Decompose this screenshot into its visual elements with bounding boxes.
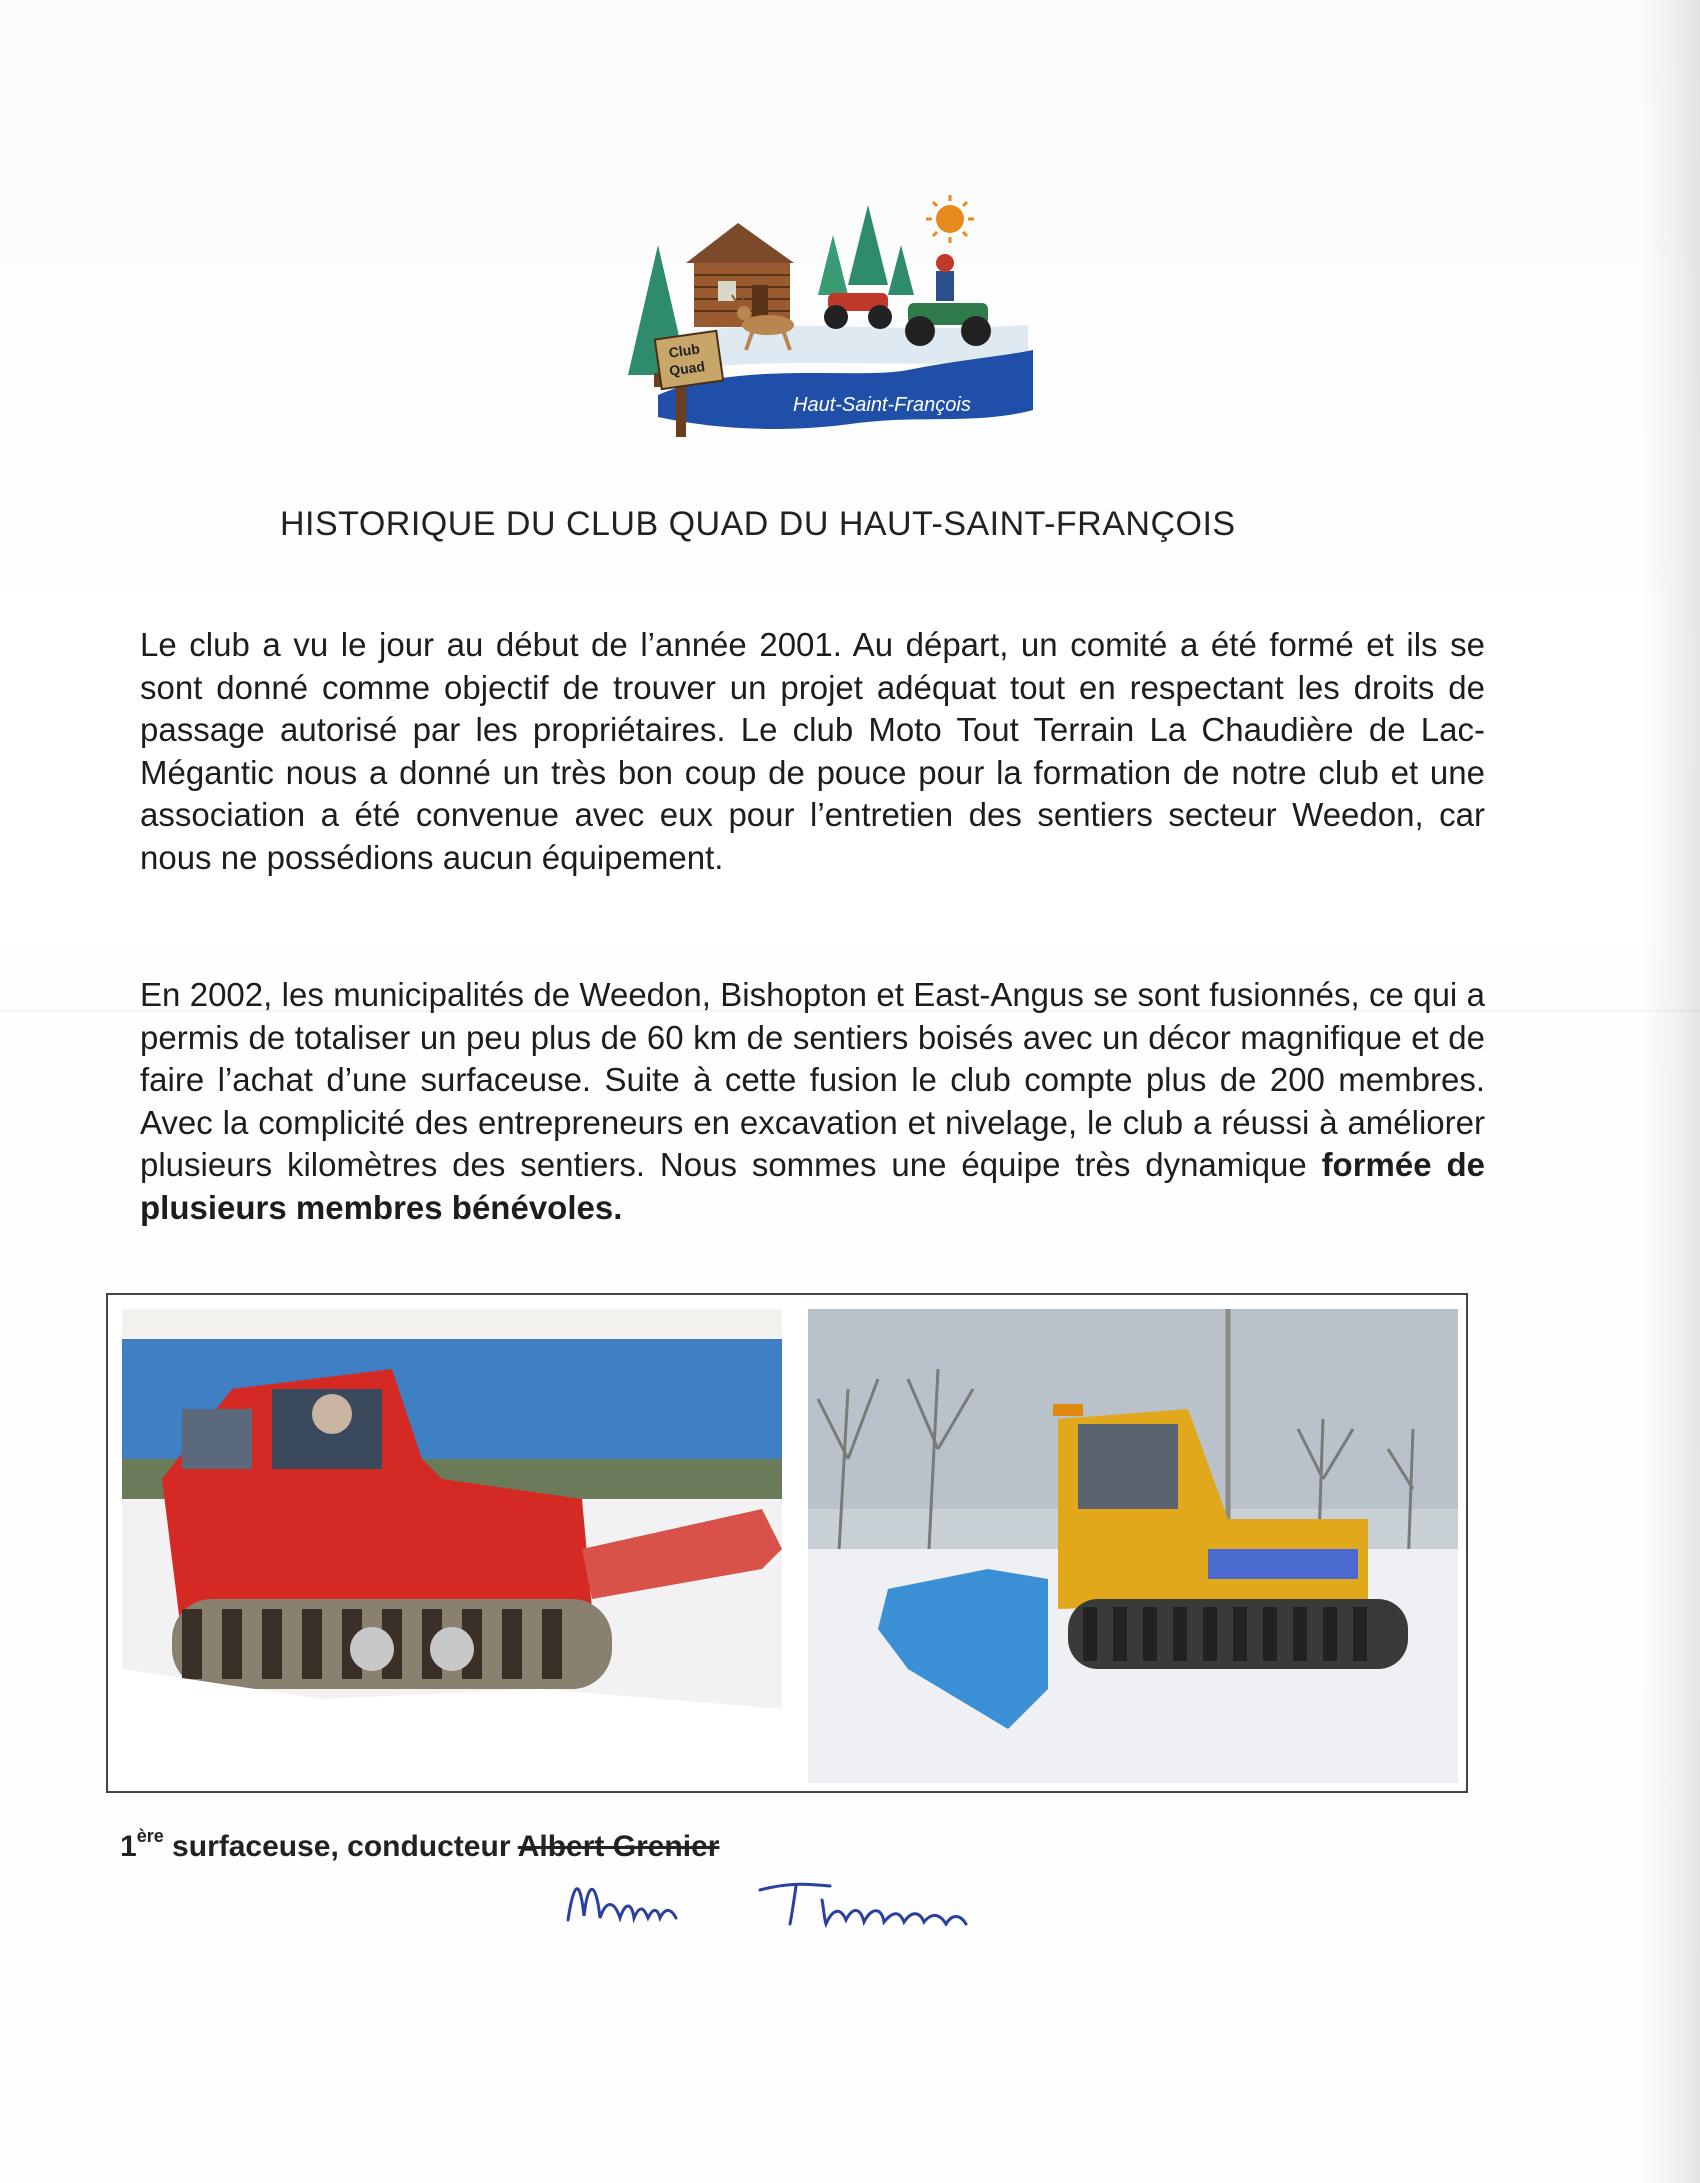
paper-shadow [1640, 0, 1700, 2183]
handwritten-signature [560, 1860, 1000, 1950]
club-logo [618, 185, 1038, 445]
caption-struck-name: Albert Grenier [517, 1830, 720, 1863]
photo-frame [106, 1293, 1468, 1793]
paragraph-history-2-main: En 2002, les municipalités de Weedon, Bishopton et East-Angus se sont fusionnés, ce qui a permis de totaliser un peu plus de 60 km de sentiers boisés avec un décor magnifique et de faire l’achat d’une surfaceuse. Suite à cette fusion le club compte plus de 200 membres. Avec la complicité des entrepreneurs en excavation et nivelage, le club a réussi à améliorer plusieurs kilomètres des sentiers. Nous sommes une équipe très dynamique [140, 976, 1485, 1183]
paragraph-history-1: Le club a vu le jour au début de l’année 2001. Au départ, un comité a été formé et ils se sont donné comme objectif de trouver un projet adéquat tout en respectant les droits de passage autorisé par les propriétaires. Le club Moto Tout Terrain La Chaudière de Lac-Mégantic nous a donné un très bon coup de pouce pour la formation de notre club et une association a été convenue avec eux pour l’entretien des sentiers secteur Weedon, car nous ne possédions aucun équipement. [140, 626, 1485, 876]
sun-icon [926, 195, 974, 243]
photo-caption [120, 1826, 719, 1864]
caption-text: surfaceuse, conducteur [163, 1830, 518, 1863]
logo-banner-text: Haut-Saint-François [793, 394, 971, 416]
paragraph-history-2 [140, 974, 1485, 1229]
caption-ordinal: 1 [120, 1830, 137, 1863]
logo-sign-line2: Quad [668, 357, 706, 379]
photo-red-groomer [122, 1309, 782, 1783]
paragraph-history-2-tail: formée de plusieurs membres bénévoles. [140, 1146, 1485, 1226]
caption-superscript: ère [136, 1826, 164, 1846]
photo-yellow-groomer [808, 1309, 1458, 1783]
logo-sign-line1: Club [667, 340, 701, 361]
page-title: HISTORIQUE DU CLUB QUAD DU HAUT-SAINT-FRANÇOIS [280, 505, 1236, 543]
